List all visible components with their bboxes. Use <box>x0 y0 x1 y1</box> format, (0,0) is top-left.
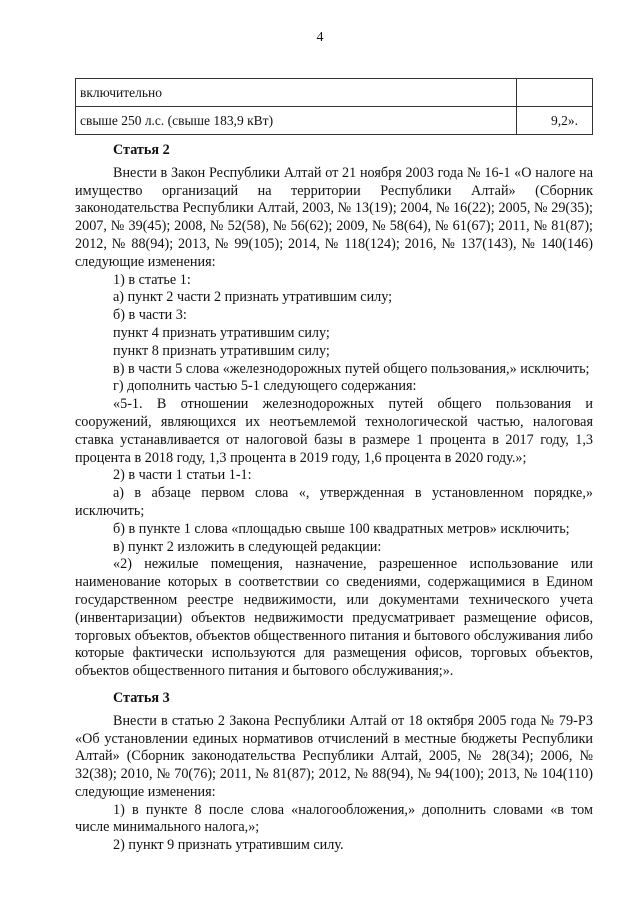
table-row <box>76 107 593 135</box>
table-row <box>76 79 593 107</box>
article-3-heading: Статья 3 <box>113 689 170 706</box>
article-2-paragraph: 1) в статье 1: <box>113 271 191 288</box>
article-2-paragraph: в) в части 5 слова «железнодорожных путей общего пользования,» исключить; <box>113 360 590 377</box>
table-cell-value <box>517 79 593 107</box>
article-2-paragraph: «2) нежилые помещения, назначение, разрешенное использование или наименование которых в соответствии со сведениями, содержащимися в Едином государственном реестре недвижимости, или документами технического учета (инвентаризации) объектов недвижимости предусматривает размещение офисов, торговых объектов, объектов общественного питания и бытового обслуживания либо которые фактически используются для размещения офисов, торговых объектов, объектов общественного питания и бытового обслуживания;». <box>75 556 593 680</box>
table-cell-value: 9,2». <box>517 107 593 135</box>
article-2-paragraph: пункт 4 признать утратившим силу; <box>113 324 330 341</box>
article-2-paragraph: а) в абзаце первом слова «, утвержденная в установленном порядке,» исключить; <box>75 485 593 519</box>
article-2-paragraph: Внести в Закон Республики Алтай от 21 ноября 2003 года № 16-1 «О налоге на имущество организаций на территории Республики Алтай» (Сборник законодательства Республики Алтай, 2003, № 13(19); 2004, № 16(22); 2005, № 29(35); 2007, № 39(45); 2008, № 52(58), № 56(62); 2009, № 58(64), № 61(67); 2011, № 81(87); 2012, № 88(94); 2013, № 99(105); 2014, № 118(124); 2016, № 137(143), № 140(146) следующие изменения: <box>75 164 593 270</box>
page-number: 4 <box>316 30 324 45</box>
article-3-paragraph: Внести в статью 2 Закона Республики Алтай от 18 октября 2005 года № 79-РЗ «Об установлении единых нормативов отчислений в местные бюджеты Республики Алтай» (Сборник законодательства Республики Алтай, 2005, № 28(34); 2006, № 32(38); 2010, № 70(76); 2011, № 81(87); 2012, № 88(94), № 94(100); 2013, № 104(110) следующие изменения: <box>75 712 593 800</box>
article-2-heading: Статья 2 <box>113 142 170 158</box>
article-2-paragraph: б) в пункте 1 слова «площадью свыше 100 квадратных метров» исключить; <box>113 520 570 537</box>
rate-table <box>75 78 593 135</box>
article-2-paragraph: в) пункт 2 изложить в следующей редакции: <box>113 538 382 555</box>
table-cell-label: включительно <box>76 79 517 107</box>
article-2-paragraph: г) дополнить частью 5-1 следующего содержания: <box>113 378 417 395</box>
article-3-paragraph: 1) в пункте 8 после слова «налогообложения,» дополнить словами «в том числе минимального налога,»; <box>75 801 593 836</box>
table-cell-label: свыше 250 л.с. (свыше 183,9 кВт) <box>76 107 517 135</box>
article-2-paragraph: пункт 8 признать утратившим силу; <box>113 342 330 359</box>
article-2-paragraph: а) пункт 2 части 2 признать утратившим силу; <box>113 289 393 306</box>
article-2-paragraph: 2) в части 1 статьи 1-1: <box>113 467 252 484</box>
document-body <box>75 142 593 855</box>
article-2-paragraph: «5-1. В отношении железнодорожных путей общего пользования и сооружений, являющихся их неотъемлемой технологической частью, налоговая ставка устанавливается от налоговой базы в размере 1 процента в 2017 году, 1,3 процента в 2018 году, 1,3 процента в 2019 году, 1,6 процента в 2020 году.»; <box>75 396 593 466</box>
article-3-paragraph: 2) пункт 9 признать утратившим силу. <box>113 837 344 854</box>
article-2-paragraph: б) в части 3: <box>113 307 187 324</box>
